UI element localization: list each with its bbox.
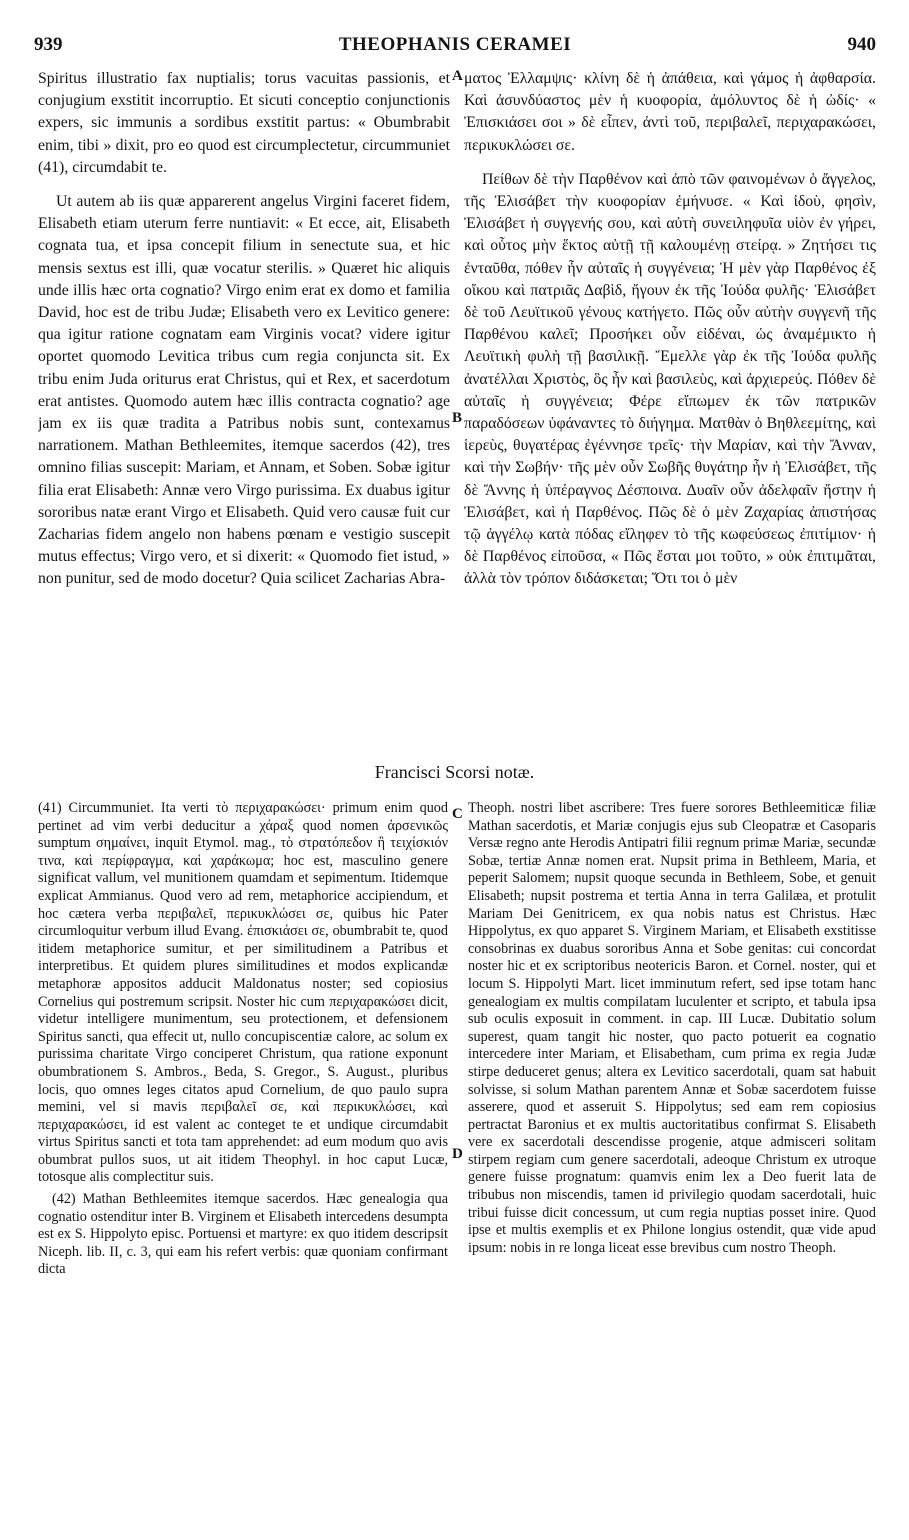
greek-paragraph: Πείθων δὲ τὴν Παρθένον καὶ ἀπὸ τῶν φαινομένων ὁ ἄγγελος, τῆς Ἐλισάβετ τὴν κυοφορίαν ἐμήνυσε. « Καὶ ἰδοὺ, φησὶν, Ἐλισάβετ ἡ συγγενής σου, καὶ αὐτὴ συνειληφυῖα υἱὸν ἐν γήρει, καὶ οὗτος μὴν ἕκτος αὐτῇ τῇ καλουμένῃ στείρᾳ. » Ζητήσει τις ἐνταῦθα, πόθεν ἦν αὐταῖς ἡ συγγένεια; Ἡ μὲν γὰρ Παρθένος ἐξ οἴκου καὶ πατριᾶς Δαβὶδ, ἤγουν ἐκ τῆς Ἰούδα φυλῆς· Ἐλισάβετ δὲ τοῦ Λευϊτικοῦ γένους κατήγετο. Πῶς οὖν αὐτὴν συγγενῆ τῆς Παρθένου καλεῖ; Προσήκει οὖν εἰδέναι, ὡς ἀναμέμικτο ἡ Λευϊτικὴ φυλὴ τῇ βασιλικῇ. Ἔμελλε γὰρ ἐκ τῆς Ἰούδα φυλῆς ἀνατέλλαι Χριστὸς, ὃς ἦν καὶ βασιλεὺς, καὶ ἀρχιερεύς. Πόθεν δὲ αὐταῖς ἡ συγγένεια; Φέρε εἴπωμεν ἐκ τῶν πατρικῶν παραδόσεων ὑφάναντες τὸ διήγημα. Ματθὰν ὁ Βηθλεεμίτης, καὶ ἱερεὺς, θυγατέρας ἐγέννησε τρεῖς· τὴν Μαρίαν, καὶ τὴν Ἄνναν, καὶ τὴν Σωβήν· τῆς μὲν οὖν Σωβῆς θυγάτηρ ἦν ἡ Ἐλισάβετ, τῆς δὲ Ἄννης ἡ ὑπέραγνος Δέσποινα. Δυαῖν οὖν ἀδελφαῖν ἤστην ἡ Ἐλισάβετ, καὶ ἡ Παρθένος. Πῶς δὲ ὁ μὲν Ζαχαρίας ἀπιστήσας τῷ ἀγγέλῳ κατὰ πόδας εἴληφεν τὸ τῆς κωφεύσεως ἐπιτίμιον· ἡ δὲ Παρθένος εἰποῦσα, « Πῶς ἔσται μοι τοῦτο, » οὐκ ἐπιτιμᾶται, ἀλλὰ τὸν τρόπον διδάσκεται; Ὅτι τοι ὁ μὲν [464,170,876,588]
section-marker-d: D [452,1146,463,1162]
section-marker-a: A [452,68,463,84]
page-number-left: 939 [34,34,63,55]
notes-heading: Francisci Scorsi notæ. [374,762,535,782]
notes-right-column [468,800,876,1520]
greek-column [464,68,876,740]
latin-column [38,68,450,740]
section-marker-b: B [452,410,463,426]
greek-paragraph: ματος Ἐλλαμψις· κλίνη δὲ ἡ ἀπάθεια, καὶ γάμος ἡ ἀφθαρσία. Καὶ ἀσυνδύαστος μὲν ἡ κυοφορία, ἀμόλυντος δὲ ἡ ὠδίς· « Ἐπισκιάσει σοι » δὲ εἶπεν, ἀντὶ τοῦ, περιβαλεῖ, περιχαρακώσει, περικυκλώσει σε. [464,70,876,154]
running-title: THEOPHANIS CERAMEI [338,34,572,55]
page-number-right: 940 [847,34,876,55]
latin-paragraph: Spiritus illustratio fax nuptialis; torus vacuitas passionis, et conjugium exstitit incorruptio. Et sicuti conceptio conjunctionis expers, sic immunis a sordibus exstitit partus: « Obumbrabit enim, tibi » dixit, pro eo quod est circumplectetur, circummuniet (41), circumdabit te. [38,70,450,176]
latin-paragraph: Ut autem ab iis quæ apparerent angelus Virgini faceret fidem, Elisabeth etiam uterum ferre nuntiavit: « Et ecce, ait, Elisabeth cognata tua, et ipsa concepit filium in senectute sua, et hic mensis sextus est illi, quæ vocatur sterilis. » Quæret hic aliquis unde illis hæc orta cognatio? Virgo enim erat ex domo et familia David, hoc est de tribu Judæ; Elisabeth vero ex Levitico genere: qua igitur ratione cognatam eam Virginis vocat? videre igitur oportet quomodo Levitica tribus cum regia conjuncta sit. Ex tribu enim Juda oriturus erat Christus, qui et Rex, et sacerdotum erat antistes. Quomodo autem hæc illis contracta cognatio? age jam ex iis quæ tradita a Patribus nobis sunt, contexamus narrationem. Mathan Bethleemites, itemque sacerdos (42), tres omnino filias suscepit: Mariam, et Annam, et Soben. Sobæ igitur filia erat Elisabeth: Annæ vero Virgo purissima. Ex duabus igitur sororibus natæ erant Virgo et Elisabeth. Quid vero causæ fuit cur Zacharias fidem angelo non habens pœnam e vestigio suscepit mutus effectus; Virgo vero, et si dixerit: « Quomodo fiet istud, » non punitur, sed de modo docetur? Quia scilicet Zacharias Abra- [38,193,450,588]
section-marker-c: C [452,806,463,822]
notes-left-column [38,800,448,1520]
note-paragraph: (41) Circummuniet. Ita verti τὸ περιχαρακώσει· primum enim quod pertinet ad vim verbi deducitur a χάραξ quod nomen ἀρσενικῶς sumptum σημαίνει, inquit Etymol. mag., τὸ στρατόπεδον ἢ τειχίσκιόν τινα, καὶ περίφραγμα, καὶ χαράκωμα; hoc est, masculino genere significat vallum, vel munitionem quamdam et sepimentum. Itidemque explicat Ammianus. Quod vero ad rem, metaphorice accipiendum, et hoc cætera verba περιβαλεῖ, περικυκλώσει σε, quibus hic Pater circumloquitur verbum illud Evang. ἐπισκιάσει σε, obumbrabit te, quod itidem metaphorice sumitur, et per similitudinem a Patribus et interpretibus. Et quidem plures similitudines et modos explicandæ metaphoræ appositos adducit Maldonatus noster; sed copiosius Cornelius qui postremum scripsit. Noster hic cum περιχαρακώσει dicit, videtur intelligere munimentum, seu protectionem, et defensionem Spiritus sancti, qua effecit ut, nullo concupiscentiæ calore, ac solum ex purissima charitate Virgo conciperet Christum, qua ratione exponunt obumbrationem S. Ambros., Beda, S. Gregor., S. August., pluribus locis, quo omnes leges citatos apud Cornelium, de quo paulo supra memini, vel si mavis περιβαλεῖ σε, καὶ περικυκλώσει, καὶ περιχαρακώσει, id est valent ac conteget te et undique circumdabit virtus Spiritus sancti et tota tam apprehendet: ad eum modum quo avis obumbrat pullos suos, ut ait itidem Theophyl. in hoc caput Lucæ, totosque alis complectitur suis. [38,800,448,1186]
note-paragraph: Theoph. nostri libet ascribere: Tres fuere sorores Bethleemiticæ filiæ Mathan sacerdotis, et Mariæ conjugis ejus sub Cleopatræ et Casoparis Versæ regno ante Herodis Antipatri filii regnum primæ Mariæ, secundæ Sobæ, tertiæ Annæ nomen erat. Nupsit prima in Bethleem, Maria, et peperit Salomem; nupsit quoque secunda in Bethleem, Sobe, et genuit Elisabeth; nupsit postrema et tertia Anna in terra Galilæa, et protulit Mariam Dei Genitricem, ex qua nobis natus est Christus. Hæc Hippolytus, ex quo apparet S. Virginem Mariam, et Elisabeth exstitisse consobrinas ex duabus sororibus Anna et Sobe genitas: cui concordat noster hic et ex scriptoribus neotericis Baron. et Cornel. noster, qui et locum S. Hippolyti Mart. licet imminutum refert, sed ipse totam hanc genealogiam ex multis compilatam luculenter et scripto, et tabula ipsa sub oculis exposuit in comment. in cap. III Lucæ. Dubitatio solum superest, quam tangit hic noster, quo pacto potuerit ea cognatio intercedere inter Mariam, et Elisabetham, cum prima ex regia Judæ stirpe deduceret genus; altera ex Levitico sacerdotali, quam sat habuit solvisse, si solum Mathan parentem Annæ et Sobæ sacerdotem fuisse asserere, quod et asseruit S. Hippolytus; sed eam rem copiosius pertractat Baronius et ex multis auctoritatibus confirmat S. Elisabeth vere ex sacerdotali descendisse progenie, atque admisceri solitam stirpem regiam cum genere sacerdotali, adeoque Christum ex utroque genere fuisse prognatum: quamvis enim lex a Deo fuerit lata de tribubus non miscendis, tamen id privilegio quodam sacerdotali, huic tribui fuisse dicit concessum, ut cum regia nuptias posset inire. Quod ipse et multis exemplis et ex Philone longius ostendit, quæ vide apud ipsum: nobis in re longa liceat esse brevibus cum nostro Theoph. [468,800,876,1256]
note-paragraph: (42) Mathan Bethleemites itemque sacerdos. Hæc genealogia qua cognatio ostenditur inter B. Virginem et Elisabeth intercedens desumpta est ex S. Hippolyto episc. Portuensi et martyre: ex quo itidem descripsit Niceph. lib. II, c. 3, qui eam his refert verbis: quæ quoniam confirmant dicta [38,1191,448,1278]
page-header [34,34,876,64]
